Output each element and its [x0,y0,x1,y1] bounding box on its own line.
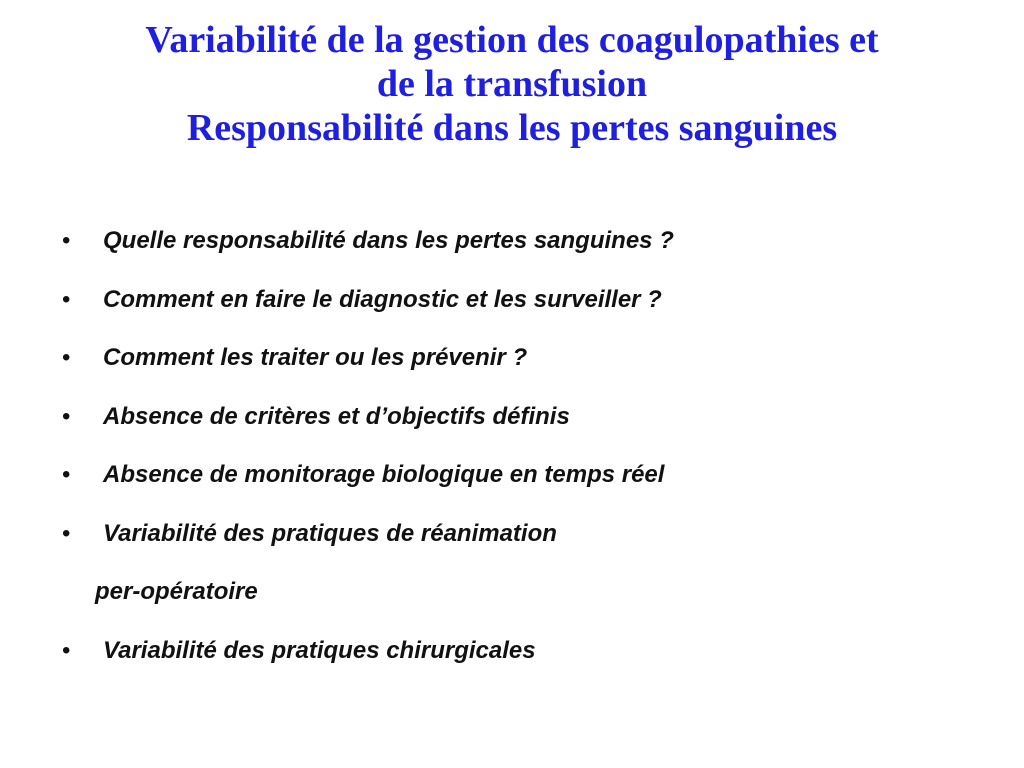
bullet-text: Variabilité des pratiques de réanimation [103,519,557,547]
title-line-2: de la transfusion [376,63,648,105]
title-line-3: Responsabilité dans les pertes sanguines [186,107,838,149]
list-item-continuation [62,571,982,630]
bullet-text: Quelle responsabilité dans les pertes sanguines ? [103,227,674,254]
list-item [62,454,982,513]
bullet-icon: • [62,402,71,430]
list-item [62,337,982,396]
list-item [62,630,982,689]
title-line-1: Variabilité de la gestion des coagulopathies et [145,19,879,61]
bullet-text: Absence de monitorage biologique en temps réel [103,461,665,488]
list-item [62,279,982,338]
bullet-icon: • [62,344,71,371]
bullet-text: Comment les traiter ou les prévenir ? [103,344,528,371]
bullet-text: Comment en faire le diagnostic et les surveiller ? [103,285,662,313]
list-item [62,220,982,279]
bullet-icon: • [62,285,71,313]
bullet-icon: • [62,636,71,664]
bullet-icon: • [62,519,71,547]
bullet-text: Absence de critères et d’objectifs définis [103,402,570,430]
bullet-icon: • [62,461,71,488]
list-item [62,396,982,455]
bullet-list [62,220,982,688]
continuation-text: per-opératoire [95,578,258,605]
slide-title [40,18,984,150]
bullet-text: Variabilité des pratiques chirurgicales [103,636,536,664]
list-item [62,513,982,572]
bullet-icon: • [62,227,71,254]
